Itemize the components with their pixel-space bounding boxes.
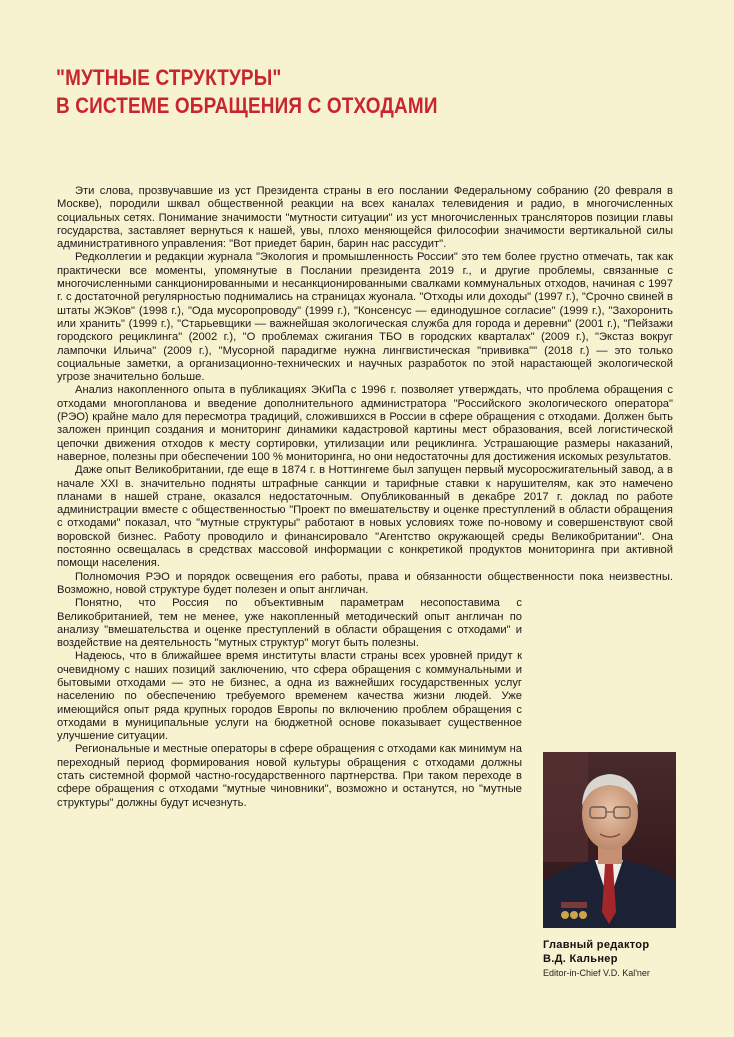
paragraph: Даже опыт Великобритании, где еще в 1874 г. в Ноттингеме был запущен первый мусоросжигательный завод, а в начале XXI в. значительно подняты штрафные санкции и тарифные ставки к нарушителям, как это намечено планами в нашей стране, оказался недостаточным. Опубликованный в декабре 2017 г. доклад по работе администрации вместе с общественностью "Проект по вмешательству и оценке преступлений в области обращения с отходами" показал, что "мутные структуры" работают в новых условиях тоже по-новому и совершенствуют свой воровской бизнес. Работу проводило и финансировало "Агентство окружающей среды Великобритании". Она постоянно освещалась в средствах массовой информации с конкретикой продуктов мониторинга при активной помощи населения. [57,464,673,570]
title-line-2: В СИСТЕМЕ ОБРАЩЕНИЯ С ОТХОДАМИ [56,93,438,118]
paragraph: Эти слова, прозвучавшие из уст Президента страны в его послании Федеральному собранию (20 февраля в Москве), породили шквал общественной реакции на всех каналах телевидения и радио, в многочисленных социальных сетях. Понимание значимости "мутности ситуации" из уст многочисленных трансляторов позиции главы государства, заставляет вернуться к нашей, увы, плохо меняющейся философии значимости вертикальной силы административного управления: "Вот приедет барин, барин нас рассудит". [57,185,673,251]
article-body [57,185,673,810]
title-line-1: "МУТНЫЕ СТРУКТУРЫ" [56,65,282,90]
paragraph: Редколлегии и редакции журнала "Экология и промышленность России" это тем более грустно отмечать, так как практически все моменты, упомянутые в Послании президента 2019 г., и другие проблемы, связанные с многочисленными санкционированными и несанкционированными свалками коммунальных отходов, начиная с 1997 г. с достаточной регулярностью поднимались на страницах жуонала. "Отходы или доходы" (1997 г.), "Срочно свиней в штаты ЖЭКов" (1998 г.), "Ода мусоропроводу" (1999 г.), "Консенсус — единодушное согласие" (1999 г.), "Захоронить или хранить" (1999 г.), "Старьевщики — важнейшая экологическая служба для города и деревни" (2001 г.), "Пейзажи городского рециклинга" (2002 г.), "О проблемах сжигания ТБО в городских кварталах" (2009 г.), "Экстаз вокруг лампочки Ильича" (2009 г.), "Мусорной парадигме нужна лингвистическая "прививка"" (2018 г.) — это только социальные заметки, а организационно-технических и научных разработок по этой нарастающей экологической угрозе значительно больше. [57,251,673,384]
paragraph: Анализ накопленного опыта в публикациях ЭКиПа с 1996 г. позволяет утверждать, что проблема обращения с отходами многопланова и введение дополнительного администратора "Российского экологического оператора" (РЭО) крайне мало для пересмотра традиций, сложившихся в России в сфере обращения с отходами. Должен быть заложен принцип создания и мониторинг динамики кадастровой картины мест образования, всей логистической цепочки движения отходов к месту сортировки, утилизации или рециклинга. Устрашающие размеры наказаний, наверное, полезны при обеспечении 100 % мониторинга, но они недостаточны для достижения искомых результатов. [57,384,673,463]
paragraph: Надеюсь, что в ближайшее время институты власти страны всех уровней придут к очевидному с наших позиций заключению, что сфера обращения с коммунальными и бытовыми отходами — это не бизнес, а одна из важнейших государственных услуг населению по обеспечению требуемого временем качества жизни людей. Уже имеющийся опыт ряда крупных городов Европы по включению проблем обращения с отходами в муниципальные услуги на бюджетной основе показывает существенное улучшение ситуации. [57,650,522,743]
paragraph: Региональные и местные операторы в сфере обращения с отходами как минимум на переходный период формирования новой культуры обращения с отходами должны стать системной формой частно-государственного партнерства. При таком переходе в сфере обращения с отходами "мутные чиновники", возможно и останутся, но "мутные структуры" должны будут исчезнуть. [57,743,522,809]
paragraph: Понятно, что Россия по объективным параметрам несопоставима с Великобританией, тем не менее, уже накопленный методический опыт англичан по анализу "вмешательства и оценке преступлений в области обращения с отходами" и воздействие на деятельность "мутных структур" могут быть полезны. [57,597,522,650]
paragraph: Полномочия РЭО и порядок освещения его работы, права и обязанности общественности пока неизвестны. Возможно, новой структуре будет полезен и опыт англичан. [57,570,673,596]
editor-caption [543,938,713,980]
editor-name: В.Д. Кальнер [543,953,618,965]
editor-name-english: Editor-in-Chief V.D. Kal'ner [543,968,650,978]
editor-role: Главный редактор [543,939,650,951]
article-title [56,64,606,120]
editor-portrait-photo [543,752,676,928]
